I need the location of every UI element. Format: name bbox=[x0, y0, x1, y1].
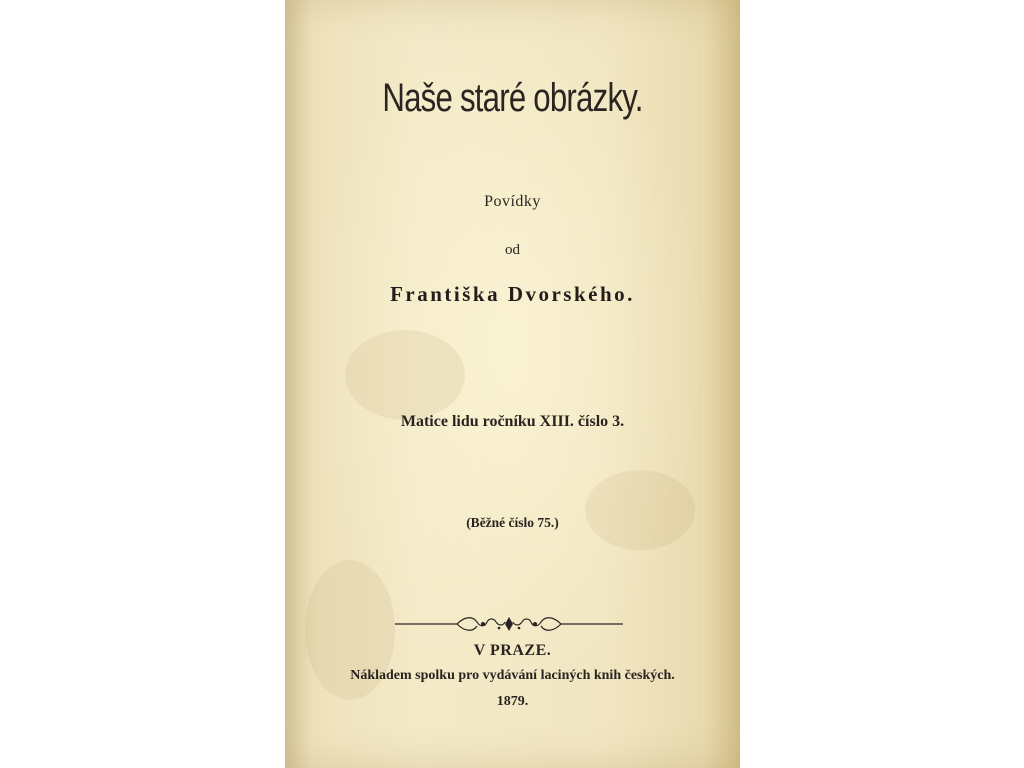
decorative-rule-ornament-icon bbox=[395, 612, 623, 636]
publication-year: 1879. bbox=[496, 694, 529, 709]
author-name: Františka Dvorského. bbox=[390, 282, 635, 306]
by-label: od bbox=[505, 242, 520, 258]
book-title-page bbox=[285, 0, 740, 768]
genre-label: Povídky bbox=[484, 193, 541, 210]
publisher-line: Nákladem spolku pro vydávání laciných knih českých. bbox=[350, 668, 675, 683]
paper-stain bbox=[585, 470, 695, 550]
publication-place: V PRAZE. bbox=[473, 642, 552, 659]
series-info: Matice lidu ročníku XIII. číslo 3. bbox=[400, 413, 625, 430]
paper-stain bbox=[345, 330, 465, 420]
serial-number: (Běžné číslo 75.) bbox=[466, 515, 559, 530]
book-title: Naše staré obrázky. bbox=[382, 76, 643, 120]
